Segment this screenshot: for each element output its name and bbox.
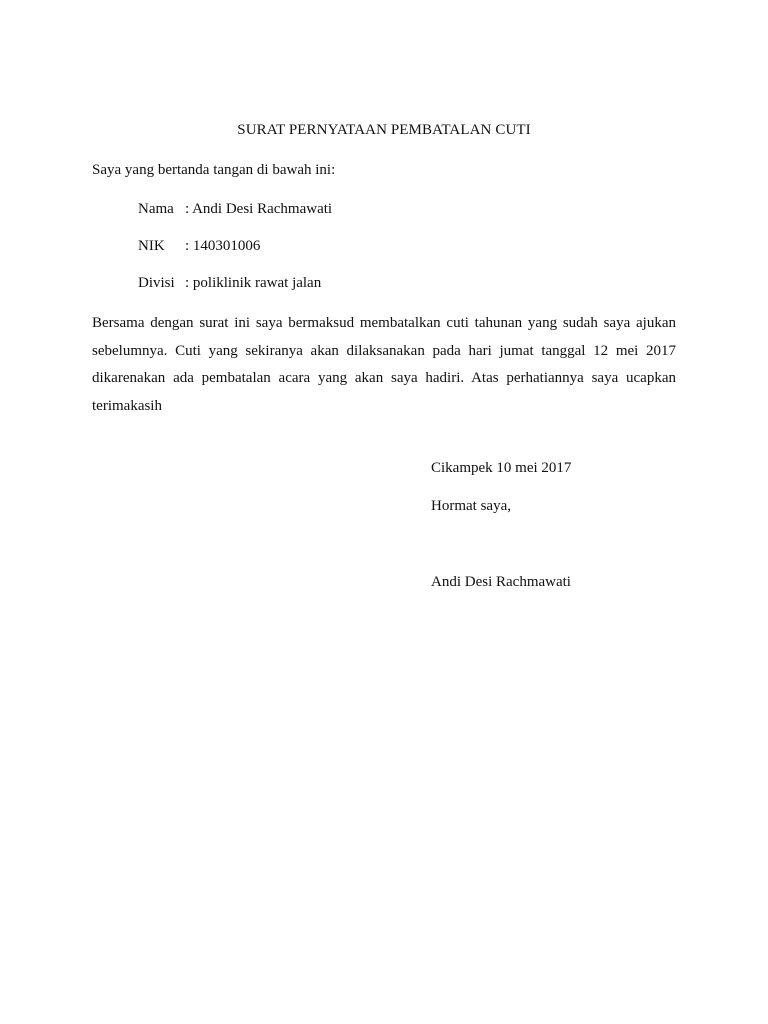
field-label-divisi: Divisi xyxy=(138,275,175,291)
signatory-name: Andi Desi Rachmawati xyxy=(431,574,571,590)
field-row-nama xyxy=(138,200,332,237)
field-label-nik: NIK xyxy=(138,238,165,254)
field-label-nama: Nama xyxy=(138,201,174,217)
intro-text: Saya yang bertanda tangan di bawah ini: xyxy=(92,162,336,178)
field-row-nik xyxy=(138,237,332,274)
field-value-nama: : Andi Desi Rachmawati xyxy=(185,201,333,217)
body-paragraph: Bersama dengan surat ini saya bermaksud membatalkan cuti tahunan yang sudah saya ajukan sebelumnya. Cuti yang sekiranya akan dilaksanakan pada hari jumat tanggal 12 mei 2017 dikarenakan ada pembatalan acara yang akan saya hadiri. Atas perhatiannya saya ucapkan terimakasih xyxy=(92,315,676,414)
field-value-nik: : 140301006 xyxy=(185,238,261,254)
closing-salutation: Hormat saya, xyxy=(431,498,511,514)
field-row-divisi xyxy=(138,274,332,311)
signature-block xyxy=(431,460,571,591)
document-title: SURAT PERNYATAAN PEMBATALAN CUTI xyxy=(237,122,531,138)
identity-fields xyxy=(138,200,332,311)
field-value-divisi: : poliklinik rawat jalan xyxy=(185,275,322,291)
place-date: Cikampek 10 mei 2017 xyxy=(431,460,572,476)
